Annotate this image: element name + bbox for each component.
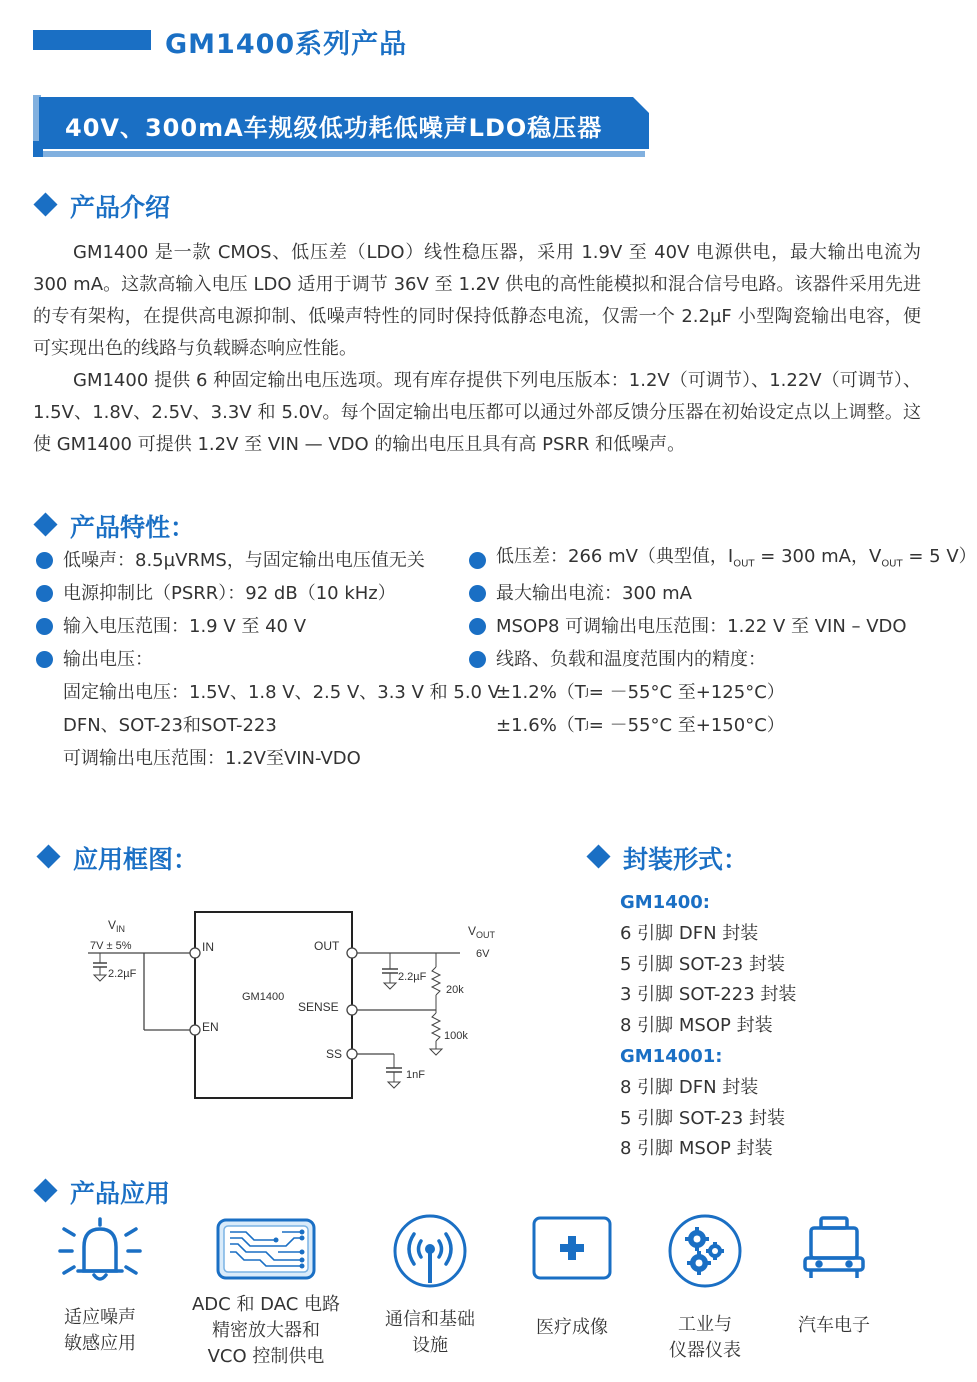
package-item: 3 引脚 SOT-223 封装 (620, 984, 797, 1006)
app-label-line: ADC 和 DAC 电路 (191, 1294, 341, 1315)
accuracy-text: ±1.2%（T (496, 681, 586, 703)
bullet-icon (469, 585, 486, 602)
intro-heading (33, 188, 170, 224)
feature-item (469, 610, 977, 643)
feature-item (469, 544, 977, 577)
car-icon (801, 1214, 867, 1280)
intro-paragraph-1: GM1400 是一款 CMOS、低压差（LDO）线性稳压器，采用 1.9V 至 40V 电源供电，最大输出电流为 300 mA。这款高输入电压 LDO 适用于调节 36V 至 1.2V 供电的高性能模拟和混合信号电路。该器件采用先进的专有架构，在提供高电源抑制、低噪声特性的同时保持低静态电流，仅需一个 2.2µF 小型陶瓷输出电容，便可实现出色的线路与负载瞬态响应性能。 (33, 242, 921, 359)
pin-out-label: OUT (314, 939, 340, 953)
circuit-board-icon (216, 1218, 316, 1280)
accuracy-text: ±1.6%（T (496, 714, 586, 736)
diamond-icon (33, 192, 57, 216)
app-label-line: 工业与 (678, 1314, 732, 1335)
intro-body (33, 237, 921, 461)
package-item: 5 引脚 SOT-23 封装 (620, 1107, 785, 1129)
subscript: OUT (733, 558, 755, 570)
application-circuit-diagram (80, 905, 520, 1105)
diagram-heading-text: 应用框图： (73, 845, 199, 874)
package-item: 8 引脚 DFN 封装 (620, 1076, 759, 1098)
pin-en-label: EN (202, 1020, 219, 1034)
accuracy-text: = －55°C 至+125°C） (588, 681, 785, 703)
intro-heading-text: 产品介绍 (70, 193, 171, 222)
packages-heading-text: 封装形式： (623, 845, 749, 874)
pin-in-label: IN (202, 940, 214, 954)
package-item: 5 引脚 SOT-23 封装 (620, 953, 785, 975)
app-label-line: 敏感应用 (64, 1333, 136, 1354)
app-label-medical (522, 1315, 622, 1341)
cout-value: 2.2µF (398, 971, 427, 983)
dropout-text: = 300 mA，V (754, 545, 882, 567)
feature-subitem: 可调输出电压范围：1.2V至VIN-VDO (63, 747, 361, 769)
title-accent-bar (33, 30, 151, 50)
css-value: 1nF (406, 1069, 425, 1081)
feature-item (36, 544, 500, 577)
diamond-icon (586, 844, 610, 868)
applications-heading (33, 1174, 170, 1210)
vout-value: 6V (476, 948, 490, 960)
banner-title: 40V、300mA车规级低功耗低噪声LDO稳压器 (65, 114, 603, 142)
bullet-icon (469, 651, 486, 668)
intro-paragraph-2: GM1400 提供 6 种固定输出电压选项。现有库存提供下列电压版本：1.2V（可调节）、1.22V（可调节）、1.5V、1.8V、2.5V、3.3V 和 5.0V。每个固定输出电压都可以通过外部反馈分压器在初始设定点以上调整。这使 GM1400 可提供 1.2V 至 VIN — VDO 的输出电压且具有高 PSRR 和低噪声。 (33, 370, 921, 455)
vin-value: 7V ± 5% (90, 940, 132, 952)
feature-text: MSOP8 可调输出电压范围：1.22 V 至 VIN – VDO (496, 615, 907, 637)
pin-en-dot (190, 1025, 200, 1035)
feature-item (469, 643, 977, 676)
feature-subitem (469, 676, 977, 709)
medical-cross-icon (532, 1216, 612, 1280)
gears-icon (667, 1213, 743, 1289)
bullet-icon (469, 618, 486, 635)
feature-subitem (469, 709, 977, 742)
subscript: J (585, 719, 589, 731)
chip-label: GM1400 (242, 991, 285, 1003)
features-heading (33, 508, 195, 544)
diamond-icon (33, 512, 57, 536)
vin-label: $V_{IN}$ (108, 918, 126, 934)
package-item: 6 引脚 DFN 封装 (620, 922, 759, 944)
feature-text: 输入电压范围：1.9 V 至 40 V (63, 615, 307, 637)
app-label-auto (784, 1313, 884, 1339)
package-group-title: GM14001: (620, 1045, 723, 1067)
diamond-icon (33, 1178, 57, 1202)
dropout-text: = 5 V） (902, 545, 977, 567)
packages-heading (586, 840, 748, 876)
app-label-line: 医疗成像 (536, 1317, 608, 1338)
app-label-line: VCO 控制供电 (207, 1346, 325, 1367)
feature-item (36, 610, 500, 643)
subscript: J (585, 686, 589, 698)
app-label-noise (58, 1305, 142, 1357)
pin-in-dot (190, 948, 200, 958)
pin-ss-label: SS (326, 1047, 343, 1061)
pin-out-dot (347, 948, 357, 958)
app-label-line: 汽车电子 (798, 1315, 870, 1336)
feature-subitem: 固定输出电压：1.5V、1.8 V、2.5 V、3.3 V 和 5.0 V (63, 681, 501, 703)
dropout-text: 低压差：266 mV（典型值，I (496, 545, 734, 567)
app-label-adc (186, 1292, 346, 1370)
feature-text (496, 541, 977, 581)
r2-value: 100k (444, 1030, 468, 1042)
app-label-line: 仪器仪表 (669, 1340, 741, 1361)
features-heading-text: 产品特性： (70, 513, 196, 542)
package-item: 8 引脚 MSOP 封装 (620, 1015, 773, 1037)
feature-text: 输出电压： (63, 648, 153, 670)
page-title: GM1400系列产品 (165, 29, 408, 60)
bullet-icon (36, 552, 53, 569)
package-list (620, 888, 796, 1165)
bullet-icon (36, 651, 53, 668)
bullet-icon (469, 552, 486, 569)
app-label-line: 精密放大器和 (212, 1320, 320, 1341)
feature-subitem: DFN、SOT-23和SOT-223 (63, 714, 277, 736)
accuracy-text: = －55°C 至+150°C） (588, 714, 785, 736)
bullet-icon (36, 618, 53, 635)
pin-ss-dot (347, 1049, 357, 1059)
app-label-industrial (655, 1312, 755, 1364)
package-group-title: GM1400: (620, 892, 710, 913)
subscript: OUT (881, 558, 903, 570)
diamond-icon (36, 844, 60, 868)
cin-value: 2.2µF (108, 968, 137, 980)
vout-label: $V_{OUT}$ (468, 924, 496, 940)
features-left-list (36, 544, 500, 775)
bell-icon (58, 1215, 142, 1285)
bullet-icon (36, 585, 53, 602)
feature-text: 线路、负载和温度范围内的精度： (496, 648, 766, 670)
feature-item (36, 643, 500, 676)
applications-heading-text: 产品应用 (70, 1179, 171, 1208)
features-right-list (469, 544, 977, 742)
antenna-icon (392, 1213, 468, 1289)
app-label-line: 适应噪声 (64, 1307, 136, 1328)
pin-sense-label: SENSE (298, 1000, 339, 1014)
feature-text: 低噪声：8.5µVRMS，与固定输出电压值无关 (63, 549, 425, 571)
diagram-heading (36, 840, 198, 876)
r1-value: 20k (446, 984, 464, 996)
feature-item (36, 577, 500, 610)
feature-item (469, 577, 977, 610)
pin-sense-dot (347, 1005, 357, 1015)
app-label-telecom (370, 1307, 490, 1359)
package-item: 8 引脚 MSOP 封装 (620, 1138, 773, 1160)
app-label-line: 通信和基础 (385, 1309, 475, 1330)
feature-text: 最大输出电流：300 mA (496, 582, 692, 604)
app-label-line: 设施 (412, 1335, 448, 1356)
feature-text: 电源抑制比（PSRR）：92 dB（10 kHz） (63, 582, 396, 604)
